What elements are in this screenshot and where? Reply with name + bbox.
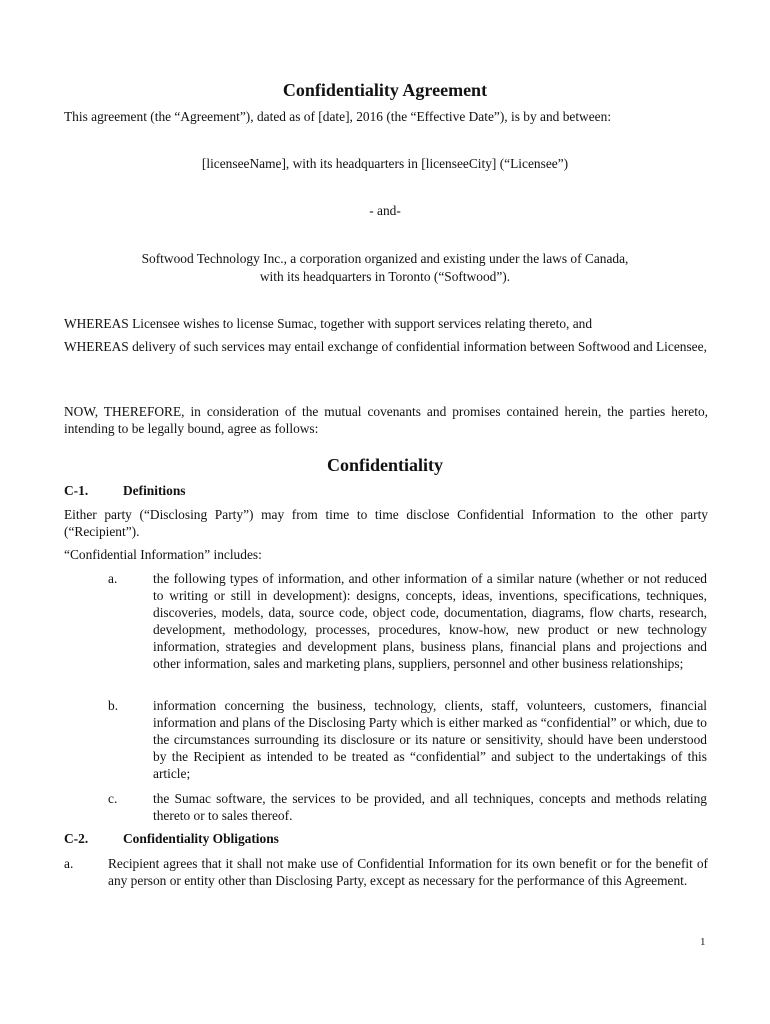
now-therefore-clause: NOW, THEREFORE, in consideration of the mutual covenants and promises contained herein, the parties hereto, intending to be legally bound, agree as follows: (64, 404, 708, 436)
c1-paragraph-1: Either party (“Disclosing Party”) may from time to time disclose Confidential Information to the other party (“Recipient”). (64, 507, 708, 539)
section-heading: Confidentiality (326, 455, 443, 475)
section-c2-number: C-2. (64, 831, 89, 846)
c1-item-c-letter: c. (108, 791, 118, 806)
document-title: Confidentiality Agreement (282, 80, 488, 100)
page-number: 1 (700, 936, 706, 948)
party-licensee: [licenseeName], with its headquarters in [licenseeCity] (“Licensee”) (201, 156, 569, 171)
c1-item-b-text: information concerning the business, technology, clients, staff, volunteers, customers, financial information and plans of the Disclosing Party which is either marked as “confidential” or which, due to the circumstances surrounding its disclosure or its nature or sensitivity, should have been understood by the Recipient as intended to be treated as “confidential” and subject to the undertakings of this article; (153, 698, 707, 781)
intro-paragraph: This agreement (the “Agreement”), dated as of [date], 2016 (the “Effective Date”), is by and between: (64, 109, 612, 124)
section-c1-title: Definitions (123, 483, 186, 498)
c2-item-a-text: Recipient agrees that it shall not make use of Confidential Information for its own benefit or for the benefit of any person or entity other than Disclosing Party, except as necessary for the performance of this Agreement. (108, 856, 708, 888)
c1-paragraph-2: “Confidential Information” includes: (64, 547, 262, 562)
c2-item-a-letter: a. (64, 856, 74, 871)
whereas-clause-1: WHEREAS Licensee wishes to license Sumac, together with support services relating thereto, and (64, 316, 593, 331)
party-softwood-line1: Softwood Technology Inc., a corporation organized and existing under the laws of Canada, (141, 251, 629, 266)
c1-item-a-letter: a. (108, 571, 118, 586)
section-c1-number: C-1. (64, 483, 89, 498)
party-softwood-line2: with its headquarters in Toronto (“Softwood”). (259, 269, 511, 284)
whereas-clause-2: WHEREAS delivery of such services may entail exchange of confidential information between Softwood and Licensee, (64, 339, 707, 354)
and-separator: - and- (369, 203, 401, 218)
c1-item-a-text: the following types of information, and other information of a similar nature (whether or not reduced to writing or still in development): designs, concepts, ideas, inventions, specifications, techniques, discoveries, models, data, source code, object code, documentation, diagrams, flow charts, research, development, methodology, processes, procedures, know-how, new product or new technology information, strategies and development plans, business plans, financial plans and projections and other information, sales and marketing plans, suppliers, personnel and other business relationships; (153, 571, 707, 671)
c1-item-c-text: the Sumac software, the services to be provided, and all techniques, concepts and methods relating thereto or to sales thereof. (153, 791, 707, 823)
c1-item-b-letter: b. (108, 698, 119, 713)
section-c2-title: Confidentiality Obligations (123, 831, 279, 846)
